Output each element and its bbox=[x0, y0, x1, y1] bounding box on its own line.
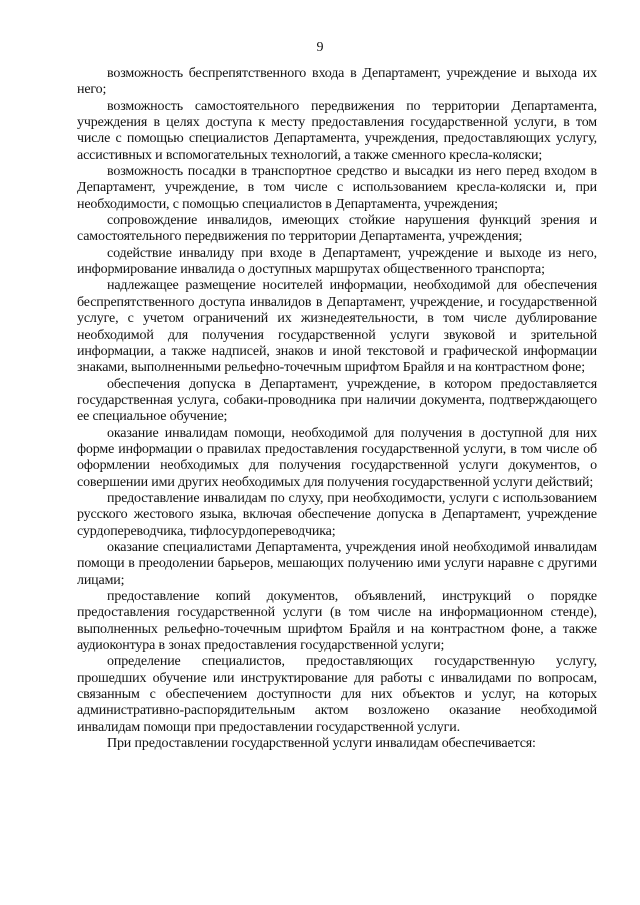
paragraph: возможность беспрепятственного входа в Департамент, учреждение и выхода их него; bbox=[77, 66, 597, 98]
document-body bbox=[77, 66, 597, 752]
paragraph: возможность посадки в транспортное средство и высадки из него перед входом в Департамент, учреждение, в том числе с использованием кресла-коляски и, при необходимости, с помощью специалистов в Департамента, учреждения; bbox=[77, 164, 597, 212]
paragraph: надлежащее размещение носителей информации, необходимой для обеспечения беспрепятственного доступа инвалидов в Департамент, учреждение, и государственной услуге, с учетом ограничений их жизнедеятельности, в том числе дублирование необходимой для получения государственной услуги звуковой и зрительной информации, а также надписей, знаков и иной текстовой и графической информации знаками, выполненными рельефно-точечным шрифтом Брайля и на контрастном фоне; bbox=[77, 278, 597, 376]
paragraph: возможность самостоятельного передвижения по территории Департамента, учреждения в целях доступа к месту предоставления государственной услуги, в том числе с помощью специалистов Департамента, учреждения, предоставляющих услугу, ассистивных и вспомогательных технологий, а также сменного кресла-коляски; bbox=[77, 98, 597, 163]
paragraph: содействие инвалиду при входе в Департамент, учреждение и выходе из него, информирование инвалида о доступных маршрутах общественного транспорта; bbox=[77, 245, 597, 278]
paragraph: предоставление копий документов, объявлений, инструкций о порядке предоставления государственной услуги (в том числе на информационном стенде), выполненных рельефно-точечным шрифтом Брайля и на контрастном фоне, а также аудиоконтура в зонах предоставления государственной услуги; bbox=[77, 589, 597, 654]
paragraph: определение специалистов, предоставляющих государственную услугу, прошедших обучение или инструктирование для работы с инвалидами по вопросам, связанным с обеспечением доступности для них объектов и услуг, на которых административно-распорядительным актом возложено оказание необходимой инвалидам помощи при предоставлении государственной услуги. bbox=[77, 654, 597, 735]
paragraph: сопровождение инвалидов, имеющих стойкие нарушения функций зрения и самостоятельного передвижения по территории Департамента, учреждения; bbox=[77, 213, 597, 245]
paragraph: оказание инвалидам помощи, необходимой для получения в доступной для них форме информации о правилах предоставления государственной услуги, в том числе об оформлении необходимых для получения государственной услуги документов, о совершении ими других необходимых для получения государственной услуги действий; bbox=[77, 425, 597, 490]
paragraph: При предоставлении государственной услуги инвалидам обеспечивается: bbox=[107, 736, 536, 752]
paragraph: оказание специалистами Департамента, учреждения иной необходимой инвалидам помощи в преодолении барьеров, мешающих получению ими услуги наравне с другими лицами; bbox=[77, 539, 597, 588]
paragraph: обеспечения допуска в Департамент, учреждение, в котором предоставляется государственная услуга, собаки-проводника при наличии документа, подтверждающего ее специальное обучение; bbox=[77, 376, 597, 425]
page-number: 9 bbox=[316, 40, 324, 55]
paragraph: предоставление инвалидам по слуху, при необходимости, услуги с использованием русского жестового языка, включая обеспечение допуска в Департамент, учреждение сурдопереводчика, тифлосурдопереводчика; bbox=[77, 490, 597, 539]
